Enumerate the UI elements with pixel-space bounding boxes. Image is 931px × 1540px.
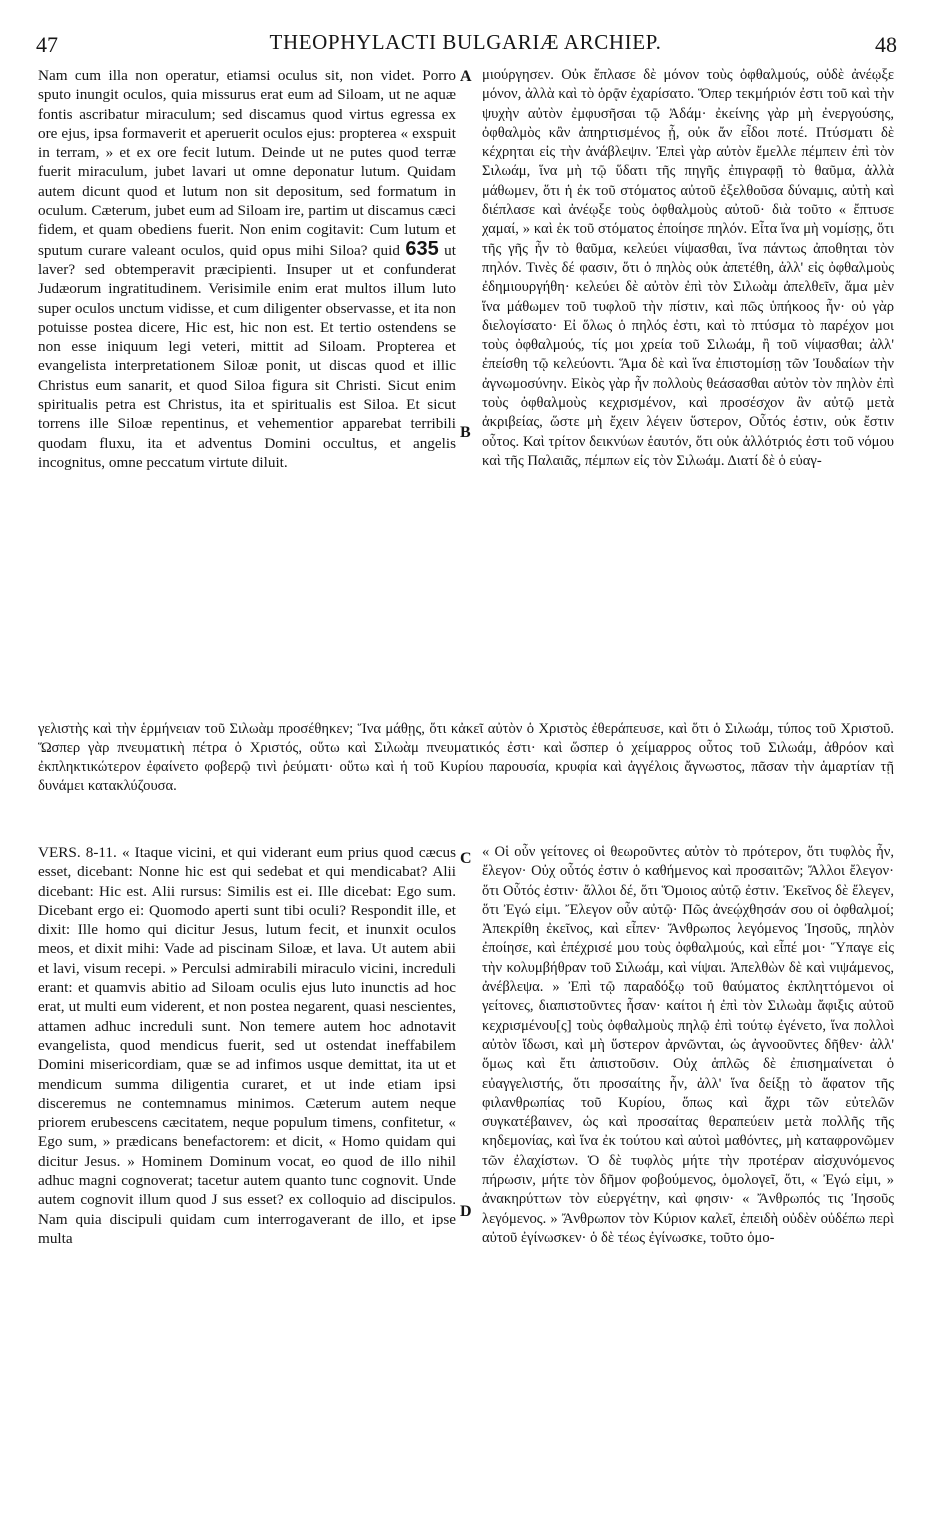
greek-column-upper <box>482 66 894 702</box>
latin-column-upper <box>38 66 456 702</box>
latin-text-after-number: ut laver? sed obtemperavit præcipienti. Insuper ut et confunderat Judæorum ingratitudinem. Verisimile enim erat multos illum luto super oculos unctum vidisse, et cum diligenter observasse, et ita non potuisse postea dicere, Hic est, hic non est. Et tertio ostendens se non esse iniquum legi veteri, mittit ad Siloam. Propterea et evangelista interpretationem Siloæ ponit, ut discas quod et illic Christus eum sanarit, et quod Siloa figura sit Christi. Sicut enim spiritualis petra est Christus, ita et spiritualis est Siloa. Et sicut torrens ille Siloæ repentinus, et vehementior apparebat terribili quodam fluxu, ita et adventus Domini occultus, et angelis incognitus, omne peccatum virtute diluit. <box>38 241 456 471</box>
greek-column-lower <box>482 843 894 1518</box>
page-number-right: 48 <box>875 32 897 57</box>
latin-paragraph-lower <box>38 843 456 1248</box>
greek-fullwidth-block <box>38 705 894 803</box>
margin-marker-a: A <box>460 68 472 85</box>
column-number: 635 <box>405 237 439 260</box>
latin-column-lower <box>38 843 456 1518</box>
running-title: THEOPHYLACTI BULGARIÆ ARCHIEP. <box>269 30 662 54</box>
greek-fullwidth-paragraph: γελιστὴς καὶ τὴν ἑρμήνειαν τοῦ Σιλωὰμ προσέθηκεν; Ἵνα μάθῃς, ὅτι κἀκεῖ αὐτὸν ὁ Χριστὸς ἐθεράπευσε, καὶ ὅτι ὁ Σιλωάμ, τύπος τοῦ Χριστοῦ. Ὥσπερ γὰρ πνευματικὴ πέτρα ὁ Χριστός, οὕτω καὶ Σιλωὰμ πνευματικός ἐστι· καὶ ὥσπερ ὁ χείμαρρος οὗτος τοῦ Σιλωάμ, ἀθρόον καὶ ἐκπληκτικώτερον ἐφαίνετο φοβερῷ τινὶ ῥεύματι· οὕτω καὶ ἡ τοῦ Κυρίου παρουσία, κρυφία καὶ ἀγγέλοις ἄγνωστος, πᾶσαν τὴν ἁμαρτίαν τῇ δυνάμει κατακλύζουσα. <box>38 720 894 795</box>
margin-marker-d: D <box>460 1203 472 1220</box>
latin-text-before-number: Nam cum illa non operatur, etiamsi oculus sit, non videt. Porro sputo inungit oculos, quia missurus erat eum ad Siloam, ut ne aquæ fontis ascribatur miraculum; sed discamus quod virtus egressa ex ore ejus, ipsa formaverit et aperuerit oculos ejus: propterea « exspuit in terram, » et ex ore fecit lutum. Deinde ut ne putes quod terræ fuerit miraculum, jubet lavari ut omne deponatur lutum. Quidam autem dicunt quod et lutum non sit depositum, sed formatum in oculum. Cæterum, jubet eum ad Siloam ire, partim ut discamus cæci fidem, et quam obediens fuerit. Non enim cogitavit: Cum lutum et sputum curare valeant oculos, quid opus mihi Siloa? quid <box>38 67 456 259</box>
greek-paragraph-lower: « Οἱ οὖν γείτονες οἱ θεωροῦντες αὐτὸν τὸ πρότερον, ὅτι τυφλὸς ἦν, ἔλεγον· Οὐχ οὗτός ἐστιν ὁ καθήμενος καὶ προσαιτῶν; Ἄλλοι ἔλεγον· ὅτι Οὗτός ἐστιν· ἄλλοι δέ, ὅτι Ὅμοιος αὐτῷ ἐστιν. Ἐκεῖνος δὲ ἔλεγεν, ὅτι Ἐγώ εἰμι. Ἔλεγον οὖν αὐτῷ· Πῶς ἀνεῴχθησάν σου οἱ ὀφθαλμοί; Ἀπεκρίθη ἐκεῖνος, καὶ εἶπεν· Ἄνθρωπος λεγόμενος Ἰησοῦς, πηλὸν ἐποίησε, καὶ ἐπέχρισέ μου τοὺς ὀφθαλμούς, καὶ εἶπέ μοι· Ὕπαγε εἰς τὴν κολυμβήθραν τοῦ Σιλωάμ, καὶ νίψαι. Ἀπελθὼν δὲ καὶ νιψάμενος, ἀνέβλεψα. » Ἐπὶ τῷ παραδόξῳ τοῦ θαύματος ἐκπληττόμενοι οἱ γείτονες, διαπιστοῦντες ἦσαν· καίτοι ἡ ἐπὶ τὸν Σιλωὰμ ἄφιξις αὐτοῦ κεχρισμένου[ς] τοὺς ὀφθαλμοὺς πηλῷ ἐπὶ τούτῳ ἐγένετο, ἵνα πολλοὶ αὐτὸν ἴδωσι, καὶ μὴ ὕστερον ἀρνῶνται, ὡς ἀγνοοῦντες δῆθεν· ἀλλ' ὅμως καὶ ἔτι ἀπιστοῦσιν. Οὐχ ἁπλῶς δὲ ἐπισημαίνεται ὁ εὐαγγελιστής, ὅτι προσαίτης ἦν, ἀλλ' ἵνα δείξῃ τὸ ἄφατον τῆς φιλανθρωπίας τοῦ Κυρίου, ὅπως καὶ ἄχρι τῶν εὐτελῶν συγκατέβαινεν, ὡς καὶ προσαίτας θεραπεύειν μετὰ πολλῆς τῆς κηδεμονίας, καὶ ἵνα ἐκ τούτου καὶ αὐτοὶ μαθόντες, μὴ καταφρονῶμεν τῶν ἐλαχίστων. Ὁ δὲ τυφλὸς μήτε τὴν προτέραν αἰσχυνόμενος πήρωσιν, μήτε τὸν δῆμον φοβούμενος, ὁμολογεῖ, ὅτι, « Ἐγώ εἰμι, » ἀνακηρύττων τὸν εὐεργέτην, καὶ φησιν· « Ἄνθρωπός τις Ἰησοῦς λεγόμενος. » Ἄνθρωπον τὸν Κύριον καλεῖ, ἐπειδὴ οὐδὲν οὐδέπω περὶ αὐτοῦ ἐγίνωσκεν· ὁ δὲ τέως ἐγίνωσκε, τοῦτο ὁμο- <box>482 844 894 1246</box>
margin-marker-b: B <box>460 424 471 441</box>
latin-text-lower: « Itaque vicini, et qui viderant eum prius quod cæcus esset, dicebant: Nonne hic est qui sedebat et qui mendicabat? Alii dicebant: Hic est. Alii rursus: Similis est ei. Ille dicebat: Ego sum. Dicebant ergo ei: Quomodo aperti sunt tibi oculi? Respondit ille, et dixit: Ille homo qui dicitur Jesus, lutum fecit, et inunxit oculos meos, et dixit mihi: Vade ad piscinam Siloæ, et lava. Ut autem abii et lavi, visum recepi. » Perculsi admirabili miraculo vicini, increduli erant: et quamvis abitio ad Siloam oculis ejus luto inunctis ad hoc erat, ut multi eum viderent, et non postea negarent, quasi nescientes, attamen adhuc increduli sunt. Non temere autem hoc adnotavit evangelista, quod mendicus fuerit, sed ut ostendat ineffabilem Domini misericordiam, quæ se ad infimos usque demittat, ita ut et mendicum summa diligentia curaret, et ut inde etiam ipsi disceremus ne contemnamus minimos. Cæterum autem neque priorem erubescens cæcitatem, neque populum timens, confitetur, « Ego sum, » prædicans benefactorem: et dicit, « Homo quidam qui dicitur Jesus. » Hominem Dominum vocat, eo quod de illo nihil adhuc magni cognoverat; tacetur autem quanto tunc cognovit. Unde autem cognovit illum quod J sus esset? ex colloquio ad discipulos. Nam quia discipuli quidam cum interrogaverant de illo, et ipse multa <box>38 844 456 1247</box>
margin-marker-c: C <box>460 850 472 867</box>
page-header <box>30 30 901 58</box>
page-number-left: 47 <box>36 32 58 57</box>
verse-reference: VERS. 8-11. <box>38 844 117 861</box>
latin-paragraph-upper <box>38 66 456 472</box>
greek-paragraph-upper: μιούργησεν. Οὐκ ἔπλασε δὲ μόνον τοὺς ὀφθαλμούς, οὐδὲ ἀνέῳξε μόνον, ἀλλὰ καὶ τὸ ὁρᾷν ἐχαρίσατο. Ὅπερ τεκμήριόν ἐστι τοῦ καὶ τὴν ψυχὴν αὐτὸν ἐμφυσῆσαι τῷ Ἀδάμ· ἐκείνης γὰρ μὴ ἐνεργούσης, ὀφθαλμὸς κἂν ἀπηρτισμένος ᾖ, οὐκ ἄν εἶδοι ποτέ. Πτύσματι δὲ κέχρηται εἰς τὴν ἀνάβλεψιν. Ἐπεὶ γὰρ αὐτὸν ἔμελλε πέμπειν ἐπὶ τὸν Σιλωάμ, ἵνα μὴ τῷ ὕδατι τῆς πηγῆς ἐπιγραφῇ τὸ θαῦμα, ἀλλὰ μάθωμεν, ὅτι ἡ ἐκ τοῦ στόματος αὐτοῦ ἐξελθοῦσα δύναμις, αὐτὴ καὶ διέπλασε καὶ ἀνέῳξε τοὺς ὀφθαλμοὺς αὐτοῦ· διὰ τοῦτο « ἔπτυσε χαμαί, » καὶ ἐκ τοῦ στόματος ἐποίησε πηλόν. Εἶτα ἵνα μὴ νομίσῃς, ὅτι τῆς γῆς ἦν τὸ θαῦμα, κελεύει νίψασθαι, ἵνα πάντως ἀποθηται τὸν πηλόν. Τινὲς δέ φασιν, ὅτι ὁ πηλὸς οὐκ ἀπετέθη, ἀλλ' εἰς ὀφθαλμοὺς ἐδημιουργήθη· κελεύει δὲ αὐτὸν ἐπὶ τὸν Σιλωὰμ ἀπελθεῖν, ἅμα μὲν ἵνα μάθωμεν τοῦ τυφλοῦ τὴν πίστιν, καὶ πῶς ὑπήκοος ἦν· οὐ γὰρ διελογίσατο· Εἰ ὅλως ὁ πηλός ἐστι, καὶ τὸ πτύσμα τὸ παρέχον μοι τοὺς ὀφθαλμούς, τίς μοι χρεία τοῦ Σιλωάμ, ἢ τοῦ νίψασθαι; ἀλλ' ἐπείσθη τῷ κελεύοντι. Ἅμα δὲ καὶ ἵνα ἐπιστομίσῃ τῶν Ἰουδαίων τὴν ἀγνωμοσύνην. Εἰκὸς γὰρ ἦν πολλοὺς θεάσασθαι αὐτὸν τὸν πηλὸν ἐπὶ τοὺς ὀφθαλμοὺς κεχρισμένον, καὶ προσέσχον ἂν αὐτῷ μετὰ ἀκριβείας, ὥστε μὴ ἔχειν λέγειν ὕστερον, Οὗτός ἐστιν, οὐκ ἔστιν οὗτος. Καὶ τρίτον δεικνύων ἑαυτόν, ὅτι οὐκ ἀλλότριός ἐστι τοῦ νόμου καὶ τῆς Παλαιᾶς, πέμπων εἰς τὸν Σιλωάμ. Διατί δὲ ὁ εὐαγ- <box>482 67 894 469</box>
